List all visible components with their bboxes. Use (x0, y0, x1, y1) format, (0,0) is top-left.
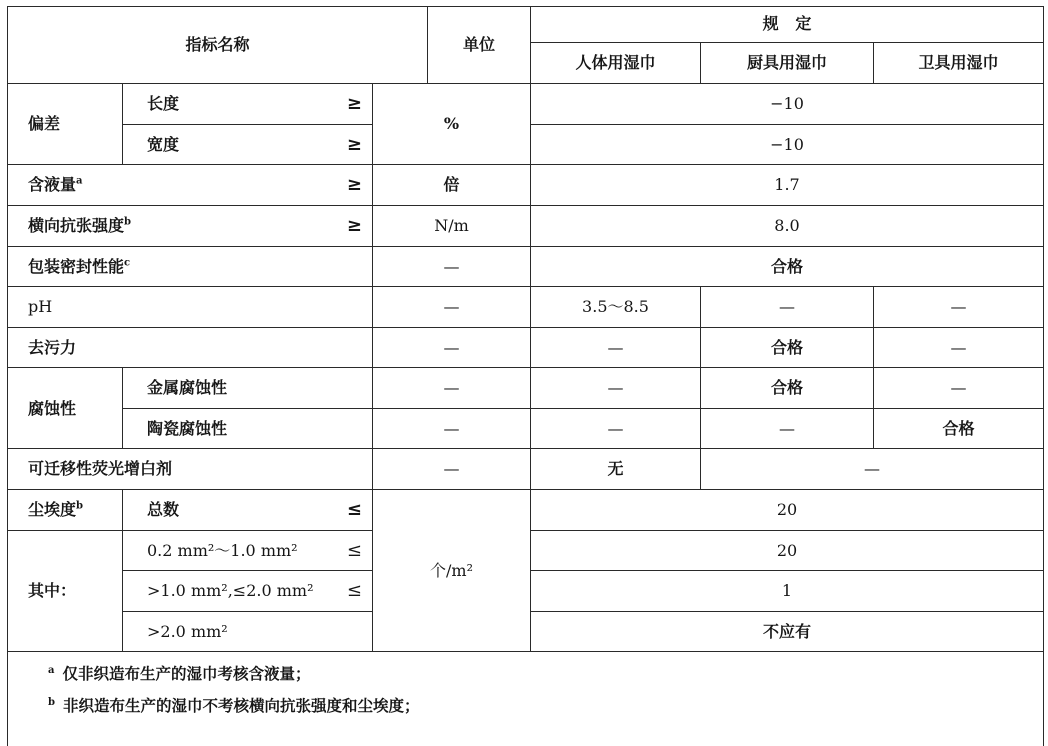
corrosion-metal-sanitary: — (874, 368, 1044, 409)
corrosion-metal-label: 金属腐蚀性 (123, 368, 373, 409)
table-row-seal (8, 246, 1044, 287)
fluorescent-unit: — (373, 449, 531, 490)
seal-note-mark: c (124, 257, 131, 269)
dust-range1-value: 20 (531, 530, 1044, 571)
dust-total-text: 总数 (147, 500, 180, 520)
ph-body: 3.5～8.5 (531, 287, 701, 328)
decontam-label: 去污力 (8, 327, 373, 368)
ph-sanitary: — (874, 287, 1044, 328)
table-row-tensile (8, 205, 1044, 246)
header-indicator: 指标名称 (8, 7, 428, 84)
length-operator: ≥ (346, 93, 362, 115)
liquid-note-mark: a (76, 175, 83, 187)
deviation-group-label: 偏差 (8, 84, 123, 165)
width-operator: ≥ (346, 133, 362, 155)
table-row-decontam (8, 327, 1044, 368)
requirements-table (7, 6, 1044, 746)
liquid-unit: 倍 (373, 165, 531, 206)
dust-note-mark: b (76, 500, 84, 512)
header-body-wipes: 人体用湿巾 (531, 42, 701, 84)
dust-range2-operator: ≤ (346, 580, 362, 602)
header-unit: 单位 (428, 7, 531, 84)
corrosion-metal-body: — (531, 368, 701, 409)
dust-text: 尘埃度 (28, 500, 77, 520)
ph-label: pH (8, 287, 373, 328)
corrosion-ceramic-label: 陶瓷腐蚀性 (123, 408, 373, 449)
header-sanitary-wipes: 卫具用湿巾 (874, 42, 1044, 84)
table-row-fluorescent (8, 449, 1044, 490)
table-row-ph (8, 287, 1044, 328)
dust-range1-text: 0.2 mm²～1.0 mm² (147, 540, 298, 560)
dust-range3-value: 不应有 (531, 611, 1044, 652)
dust-total-value: 20 (531, 490, 1044, 531)
deviation-length-label (123, 84, 373, 125)
table-row-notes (8, 652, 1044, 746)
decontam-unit: — (373, 327, 531, 368)
tensile-unit: N/m (373, 205, 531, 246)
corrosion-ceramic-unit: — (373, 408, 531, 449)
width-text: 宽度 (147, 134, 180, 154)
deviation-width-value: −10 (531, 124, 1044, 165)
corrosion-metal-unit: — (373, 368, 531, 409)
decontam-kitchen: 合格 (701, 327, 874, 368)
seal-text: 包装密封性能 (28, 256, 125, 276)
decontam-body: — (531, 327, 701, 368)
note-a-text: 仅非织造布生产的湿巾考核含液量； (62, 664, 311, 684)
dust-range1-operator: ≤ (346, 539, 362, 561)
table-row-liquid (8, 165, 1044, 206)
corrosion-ceramic-body: — (531, 408, 701, 449)
header-kitchen-wipes: 厨具用湿巾 (701, 42, 874, 84)
dust-range1-label (123, 530, 373, 571)
corrosion-ceramic-sanitary: 合格 (874, 408, 1044, 449)
fluorescent-body: 无 (531, 449, 701, 490)
dust-range2-label (123, 571, 373, 612)
note-b-mark: b (48, 697, 55, 709)
deviation-length-value: −10 (531, 84, 1044, 125)
liquid-value: 1.7 (531, 165, 1044, 206)
note-a (48, 658, 1043, 690)
dust-range2-text: >1.0 mm²,≤2.0 mm² (147, 581, 314, 601)
liquid-label (8, 165, 373, 206)
dust-among-label: 其中： (8, 530, 123, 652)
dust-range3-label: >2.0 mm² (123, 611, 373, 652)
liquid-text: 含液量 (28, 175, 77, 195)
table-row-dust-total (8, 490, 1044, 531)
dust-label (8, 490, 123, 531)
tensile-text: 横向抗张强度 (28, 215, 125, 235)
dust-total-operator: ≤ (346, 498, 362, 520)
fluorescent-rest: — (701, 449, 1044, 490)
header-requirement (531, 7, 1044, 43)
liquid-operator: ≥ (346, 174, 362, 196)
corrosion-metal-kitchen: 合格 (701, 368, 874, 409)
seal-value: 合格 (531, 246, 1044, 287)
tensile-note-mark: b (124, 216, 132, 228)
ph-unit: — (373, 287, 531, 328)
dust-unit: 个/m² (373, 490, 531, 652)
corrosion-group-label: 腐蚀性 (8, 368, 123, 449)
dust-total-label (123, 490, 373, 531)
note-b-text: 非织造布生产的湿巾不考核横向抗张强度和尘埃度； (63, 696, 420, 716)
table-row-corrosion-metal (8, 368, 1044, 409)
header-requirement-text: 规 定 (762, 14, 812, 34)
notes-cell (8, 652, 1044, 746)
seal-label (8, 246, 373, 287)
note-b (48, 690, 1043, 722)
tensile-operator: ≥ (346, 214, 362, 236)
note-a-mark: a (48, 665, 55, 677)
dust-range2-value: 1 (531, 571, 1044, 612)
length-text: 长度 (147, 94, 180, 114)
ph-kitchen: — (701, 287, 874, 328)
table-row-corrosion-ceramic (8, 408, 1044, 449)
table-row-deviation-length (8, 84, 1044, 125)
tensile-value: 8.0 (531, 205, 1044, 246)
tensile-label (8, 205, 373, 246)
seal-unit: — (373, 246, 531, 287)
deviation-width-label (123, 124, 373, 165)
decontam-sanitary: — (874, 327, 1044, 368)
fluorescent-label: 可迁移性荧光增白剂 (8, 449, 373, 490)
corrosion-ceramic-kitchen: — (701, 408, 874, 449)
deviation-unit: % (373, 84, 531, 165)
table-header-row (8, 7, 1044, 43)
